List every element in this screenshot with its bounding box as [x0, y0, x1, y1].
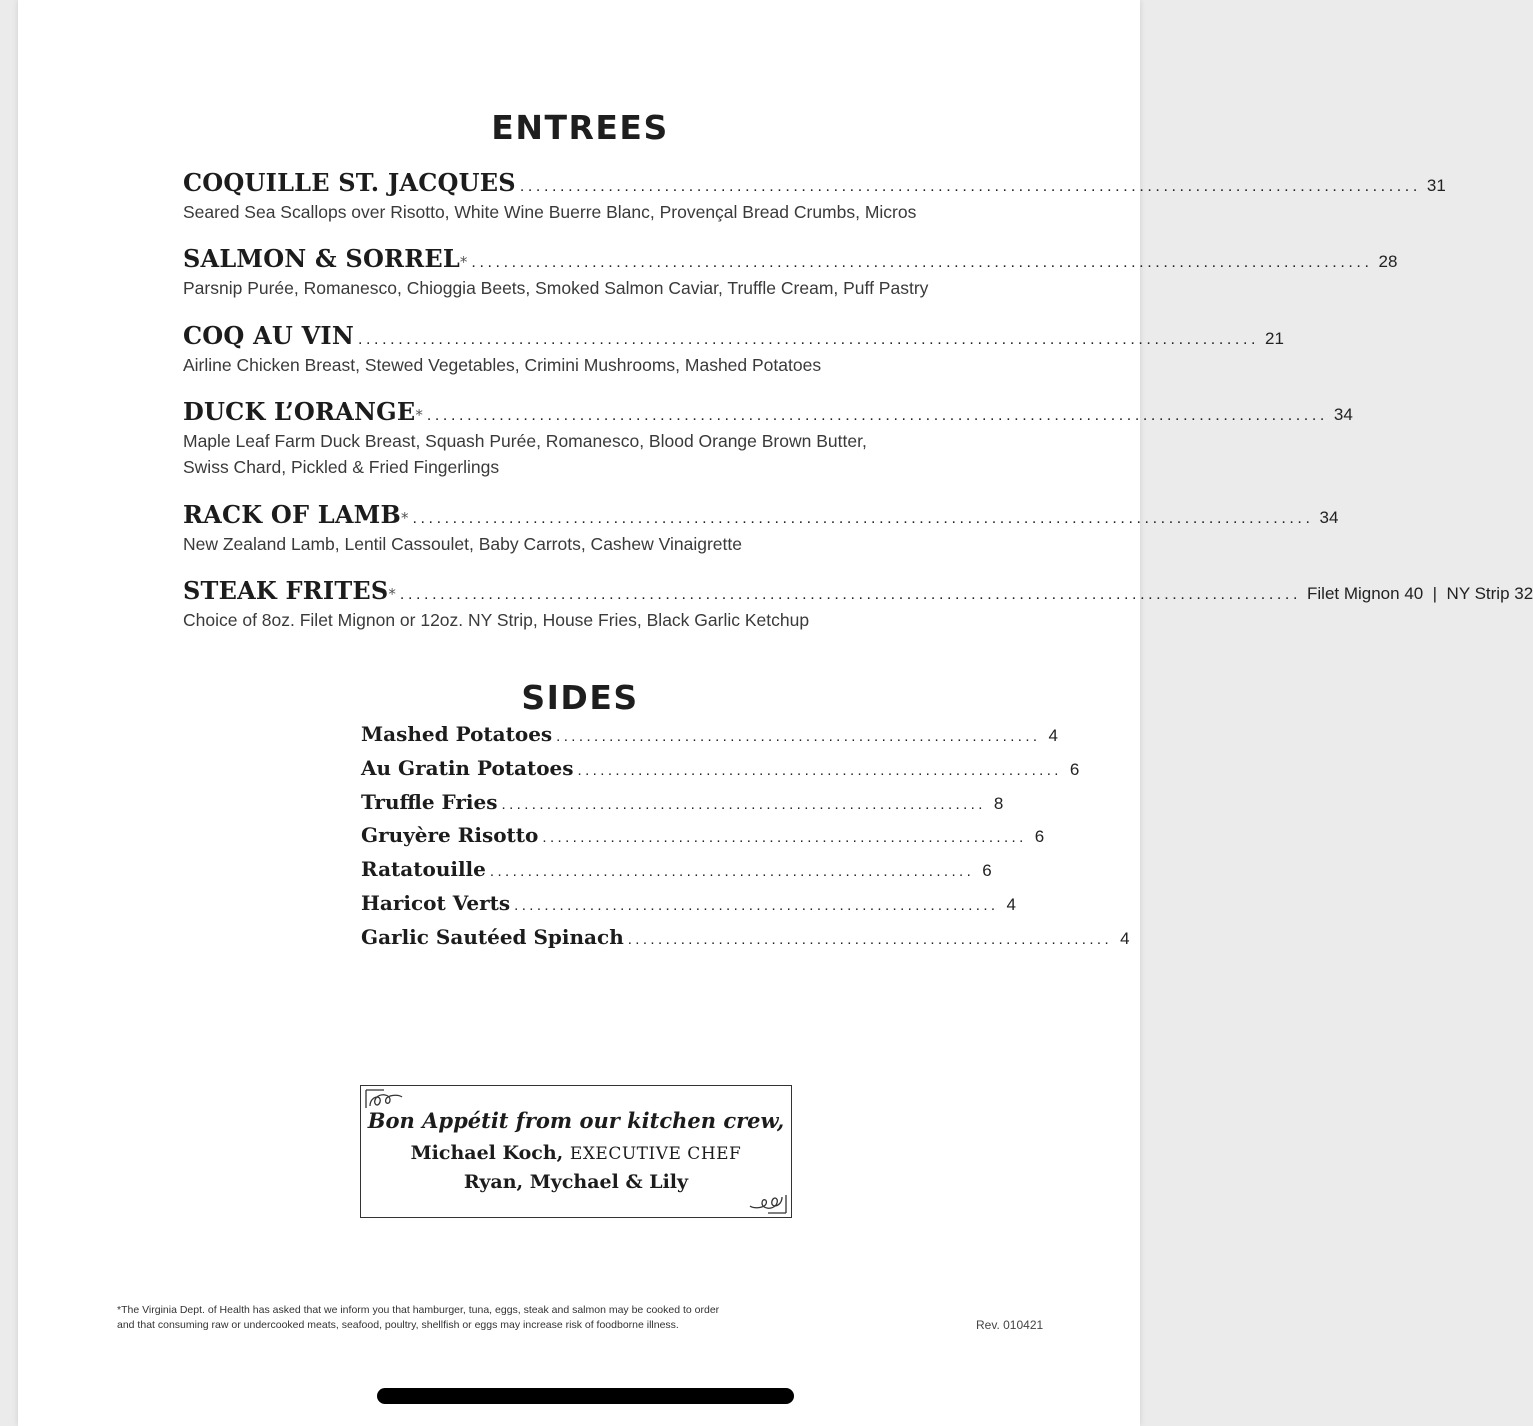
entree-price: Filet Mignon 40 | NY Strip 32 — [1307, 584, 1533, 603]
entree-description: Maple Leaf Farm Duck Breast, Squash Purée, Romanesco, Blood Orange Brown Butter, — [183, 431, 867, 451]
entrees-heading: ENTREES — [491, 108, 669, 147]
entree-price: 28 — [1378, 252, 1398, 271]
list-item — [361, 823, 1045, 857]
health-disclaimer — [117, 1303, 817, 1333]
disclaimer-line1: *The Virginia Dept. of Health has asked that we inform you that hamburger, tuna, eggs, steak and salmon may be cooked to order — [117, 1304, 720, 1316]
entree-description: Seared Sea Scallops over Risotto, White Wine Buerre Blanc, Provençal Bread Crumbs, Micros — [183, 202, 917, 222]
side-name: Garlic Sautéed Spinach — [361, 924, 624, 949]
signature-chef — [361, 1142, 791, 1164]
entree-price: 34 — [1333, 405, 1353, 424]
side-price: 6 — [1069, 759, 1080, 779]
entree-description: Parsnip Purée, Romanesco, Chioggia Beets, Smoked Salmon Caviar, Truffle Cream, Puff Pastry — [183, 278, 929, 298]
entree-description: Airline Chicken Breast, Stewed Vegetables, Crimini Mushrooms, Mashed Potatoes — [183, 355, 822, 375]
disclaimer-line2: and that consuming raw or undercooked meats, seafood, poultry, shellfish or eggs may increase risk of foodborne illness. — [117, 1319, 679, 1331]
entree-item — [183, 168, 1446, 225]
side-name: Truffle Fries — [361, 789, 498, 814]
leader-dots: ................................................................................................................ — [426, 407, 1328, 424]
entree-name: DUCK L’ORANGE — [183, 397, 416, 426]
side-name: Au Gratin Potatoes — [361, 755, 574, 780]
entree-price: 34 — [1319, 508, 1339, 527]
leader-dots: ................................................................ — [556, 728, 1041, 745]
entree-name: COQ AU VIN — [183, 321, 354, 350]
entree-description: Choice of 8oz. Filet Mignon or 12oz. NY Strip, House Fries, Black Garlic Ketchup — [183, 610, 810, 630]
entree-item: RACK OF LAMB * ................................................................................................................ 34 New Zealand Lamb, Lentil Cassoulet, Baby Carrots, Cashew Vinaigrette — [183, 500, 974, 557]
side-price: 4 — [1120, 928, 1130, 948]
chef-name: Michael Koch, — [410, 1142, 564, 1164]
side-price: 4 — [1006, 894, 1016, 914]
entree-item: STEAK FRITES * ................................................................................................................ Filet Mignon 40 | NY Strip 32 Choice of 8oz. Filet Mignon or 12oz. NY Strip, House Fries, Black Garlic Ketchup — [183, 576, 974, 633]
entree-item: DUCK L’ORANGE * ................................................................................................................ 34 Maple Leaf Farm Duck Breast, Squash Purée, Romanesco, Blood Orange Brown Butter, Swiss Chard, Pickled & Fried Fingerlings — [183, 397, 974, 480]
leader-dots: ................................................................................................................ — [412, 510, 1314, 527]
list-item — [361, 755, 1080, 790]
leader-dots: ................................................................ — [489, 863, 975, 881]
entree-item: SALMON & SORREL * ................................................................................................................ 28 Parsnip Purée, Romanesco, Chioggia Beets, Smoked Salmon Caviar, Truffle Cream, Puff Pastry — [183, 244, 974, 301]
leader-dots: ................................................................................................................ — [471, 254, 1373, 271]
entree-name: COQUILLE ST. JACQUES — [183, 168, 516, 197]
list-item — [361, 890, 1016, 925]
list-item — [361, 924, 1130, 959]
list-item — [361, 789, 1004, 824]
leader-dots: ................................................................ — [577, 761, 1062, 779]
entree-item — [183, 321, 1284, 378]
sides-heading: SIDES — [521, 678, 639, 717]
signature-box — [360, 1085, 792, 1218]
home-indicator[interactable] — [377, 1388, 794, 1404]
entree-description-line2: Swiss Chard, Pickled & Fried Fingerlings — [183, 457, 500, 477]
entree-name: STEAK FRITES — [183, 576, 389, 605]
list-item — [361, 722, 1058, 756]
side-name: Gruyère Risotto — [361, 823, 539, 848]
entree-name: RACK OF LAMB — [183, 500, 401, 529]
signature-greeting: Bon Appétit from our kitchen crew, — [367, 1108, 785, 1133]
leader-dots: ................................................................ — [542, 829, 1027, 847]
side-name: Ratatouille — [361, 857, 486, 882]
signature-crew: Ryan, Mychael & Lily — [463, 1171, 689, 1193]
entree-price: 31 — [1426, 176, 1446, 195]
leader-dots: ................................................................ — [514, 896, 999, 914]
sides-list — [361, 722, 1130, 959]
entree-name: SALMON & SORREL — [183, 244, 460, 273]
side-price: 6 — [982, 861, 992, 881]
entree-price: 21 — [1265, 329, 1284, 348]
side-price: 4 — [1048, 726, 1058, 745]
leader-dots: ................................................................................................................ — [399, 586, 1301, 603]
leader-dots: ................................................................................................................ — [357, 331, 1260, 348]
side-price: 8 — [993, 793, 1004, 813]
side-name: Mashed Potatoes — [361, 722, 553, 746]
list-item — [361, 857, 992, 891]
chef-title: EXECUTIVE CHEF — [569, 1144, 742, 1164]
leader-dots: ................................................................................................................ — [519, 178, 1421, 195]
entree-description: New Zealand Lamb, Lentil Cassoulet, Baby Carrots, Cashew Vinaigrette — [183, 534, 742, 554]
leader-dots: ................................................................ — [627, 930, 1113, 948]
side-name: Haricot Verts — [361, 890, 511, 915]
side-price: 6 — [1034, 827, 1045, 847]
revision-label: Rev. 010421 — [976, 1318, 1044, 1332]
leader-dots: ................................................................ — [501, 795, 986, 813]
